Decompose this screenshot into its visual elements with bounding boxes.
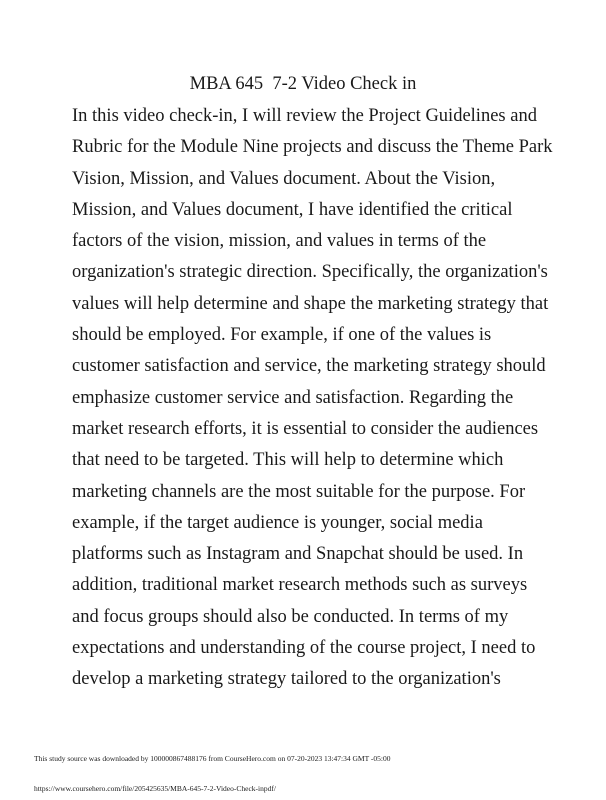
source-url-link[interactable]: https://www.coursehero.com/file/205425635/MBA-645-7-2-Video-Check-inpdf/ (34, 784, 276, 793)
body-line: market research efforts, it is essential to consider the audiences (72, 418, 539, 439)
body-line: addition, traditional market research methods such as surveys (72, 575, 528, 596)
body-line: organization's strategic direction. Specifically, the organization's (72, 262, 548, 283)
body-line: customer satisfaction and service, the marketing strategy should (72, 356, 546, 377)
document-body (72, 104, 592, 699)
body-line: example, if the target audience is younger, social media (72, 512, 483, 533)
document-title: MBA 645 7-2 Video Check in (189, 74, 417, 94)
body-line: emphasize customer service and satisfaction. Regarding the (72, 387, 514, 408)
body-line: marketing channels are the most suitable for the purpose. For (72, 481, 526, 502)
body-line: develop a marketing strategy tailored to the organization's (72, 669, 501, 690)
body-line: platforms such as Instagram and Snapchat should be used. In (72, 544, 524, 565)
body-line: factors of the vision, mission, and values in terms of the (72, 231, 487, 252)
body-line: Vision, Mission, and Values document. About the Vision, (72, 168, 496, 189)
body-line: Mission, and Values document, I have identified the critical (72, 199, 513, 220)
body-line: values will help determine and shape the marketing strategy that (72, 293, 549, 314)
body-line: should be employed. For example, if one of the values is (72, 325, 492, 346)
body-line: Rubric for the Module Nine projects and discuss the Theme Park (72, 137, 553, 158)
body-line: In this video check-in, I will review the Project Guidelines and (72, 106, 537, 126)
body-line: and focus groups should also be conducted. In terms of my (72, 606, 509, 627)
download-notice: This study source was downloaded by 100000867488176 from CourseHero.com on 07-20-2023 13:47:34 GMT -05:00 (34, 754, 391, 763)
body-line: expectations and understanding of the course project, I need to (72, 638, 536, 659)
body-line: that need to be targeted. This will help to determine which (72, 450, 504, 471)
